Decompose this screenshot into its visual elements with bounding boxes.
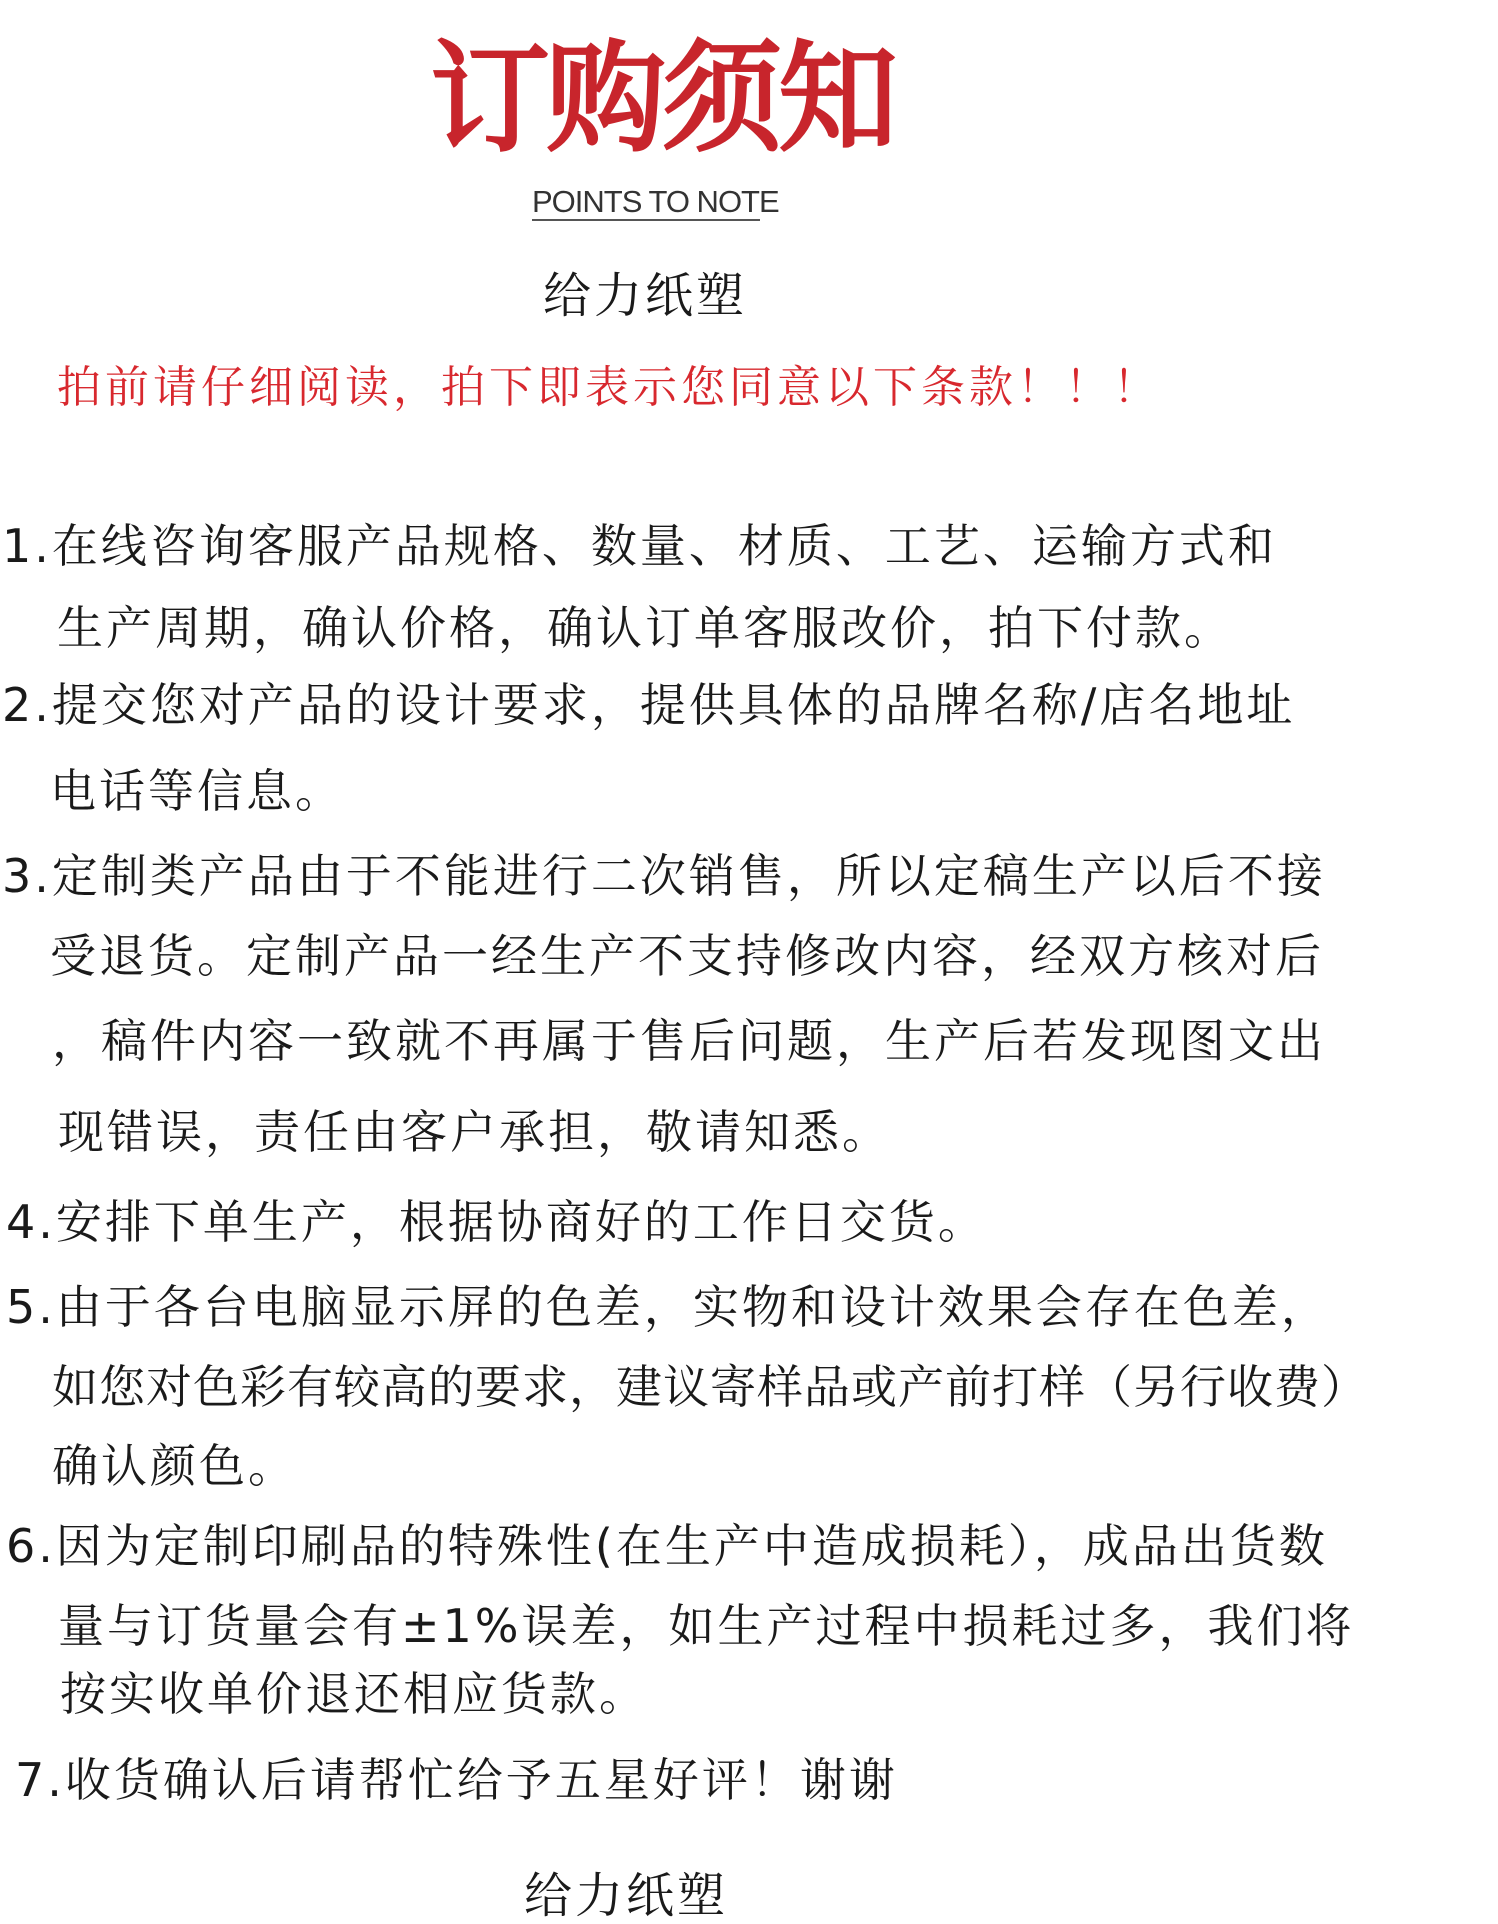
note-6-line-1: 6.因为定制印刷品的特殊性(在生产中造成损耗），成品出货数 [6, 1519, 1328, 1573]
note-7-line-1: 7.收货确认后请帮忙给予五星好评！谢谢 [15, 1753, 898, 1807]
note-5-line-3: 确认颜色。 [52, 1439, 297, 1493]
note-2-line-1: 2.提交您对产品的设计要求，提供具体的品牌名称/店名地址 [2, 678, 1296, 732]
subtitle-english: POINTS TO NOTE [532, 184, 779, 219]
footer-brand-name: 给力纸塑 [524, 1868, 729, 1924]
note-3-line-2: 受退货。定制产品一经生产不支持修改内容，经双方核对后 [50, 929, 1324, 983]
note-4-line-1: 4.安排下单生产，根据协商好的工作日交货。 [6, 1195, 987, 1249]
note-5-line-1: 5.由于各台电脑显示屏的色差，实物和设计效果会存在色差， [6, 1280, 1330, 1334]
note-6-line-3: 按实收单价退还相应货款。 [60, 1667, 648, 1721]
note-3-line-1: 3.定制类产品由于不能进行二次销售，所以定稿生产以后不接 [2, 849, 1326, 903]
note-2-line-2: 电话等信息。 [50, 764, 344, 818]
note-3-line-4: 现错误，责任由客户承担，敬请知悉。 [58, 1105, 891, 1159]
note-6-line-2: 量与订货量会有±1%误差，如生产过程中损耗过多，我们将 [58, 1599, 1355, 1653]
note-3-line-3: ，稿件内容一致就不再属于售后问题，生产后若发现图文出 [52, 1014, 1326, 1068]
brand-name: 给力纸塑 [543, 268, 748, 324]
subtitle-underline [532, 219, 760, 221]
note-1-line-2: 生产周期，确认价格，确认订单客服改价，拍下付款。 [57, 601, 1233, 655]
note-1-line-1: 1.在线咨询客服产品规格、数量、材质、工艺、运输方式和 [2, 519, 1277, 573]
page-title: 订购须知 [430, 30, 894, 169]
warning-text: 拍前请仔细阅读，拍下即表示您同意以下条款！！！ [57, 362, 1161, 413]
note-5-line-2: 如您对色彩有较高的要求，建议寄样品或产前打样（另行收费） [52, 1360, 1368, 1414]
